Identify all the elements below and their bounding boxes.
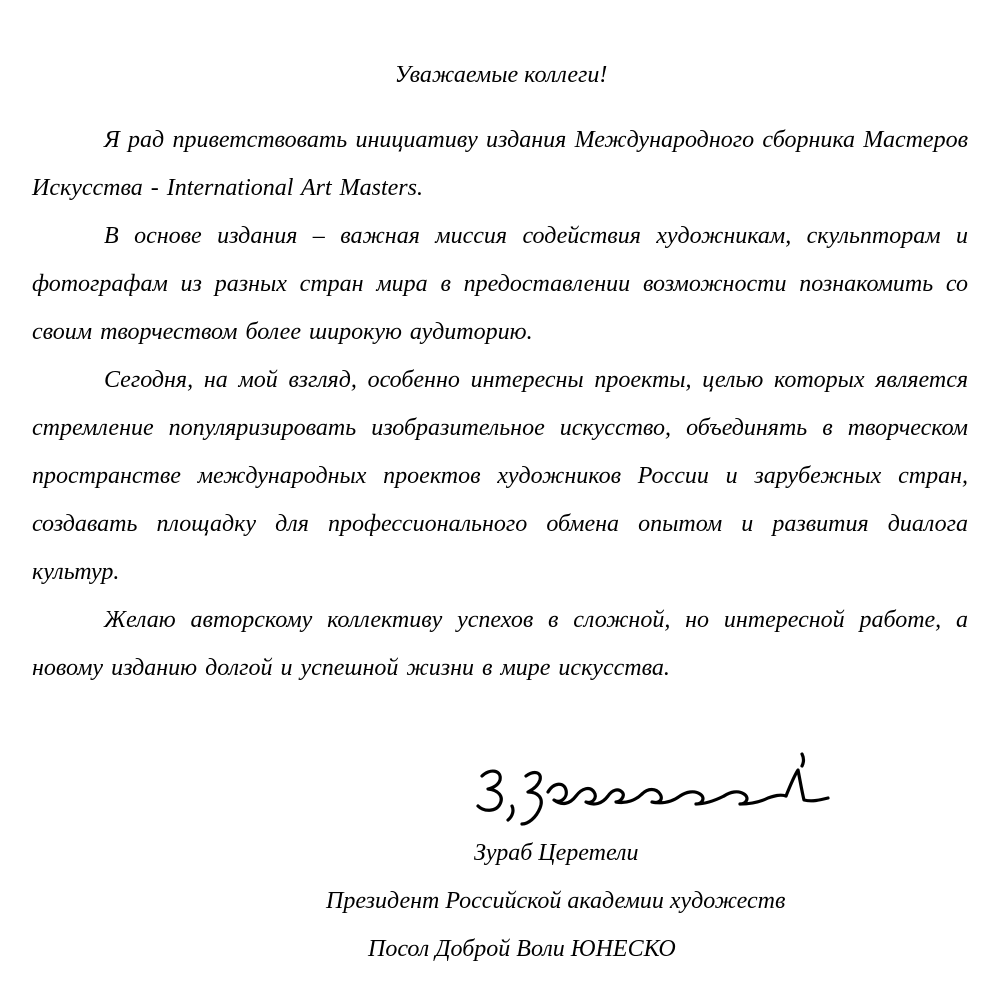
paragraph-3: Сегодня, на мой взгляд, особенно интересны проекты, целью которых является стремление популяризировать изобразительное искусство, объединять в творческом пространстве международных проектов художников России и зарубежных стран, создавать площадку для профессионального обмена опытом и развития диалога культур.: [32, 367, 968, 585]
greeting: Уважаемые коллеги!: [394, 62, 608, 88]
paragraph-4: Желаю авторскому коллективу успехов в сложной, но интересной работе, а новому изданию долгой и успешной жизни в мире искусства.: [32, 607, 968, 681]
paragraph-1: Я рад приветствовать инициативу издания Международного сборника Мастеров Искусства - International Art Masters.: [32, 127, 968, 201]
signer-name: Зураб Церетели: [474, 840, 639, 866]
handwritten-signature: [468, 746, 838, 832]
paragraph-2: В основе издания – важная миссия содействия художникам, скульпторам и фотографам из разных стран мира в предоставлении возможности познакомить со своим творчеством более широкую аудиторию.: [32, 223, 968, 345]
signer-title: Президент Российской академии художеств: [326, 888, 786, 914]
letter-body: [32, 116, 968, 692]
signer-role: Посол Доброй Воли ЮНЕСКО: [368, 936, 676, 962]
